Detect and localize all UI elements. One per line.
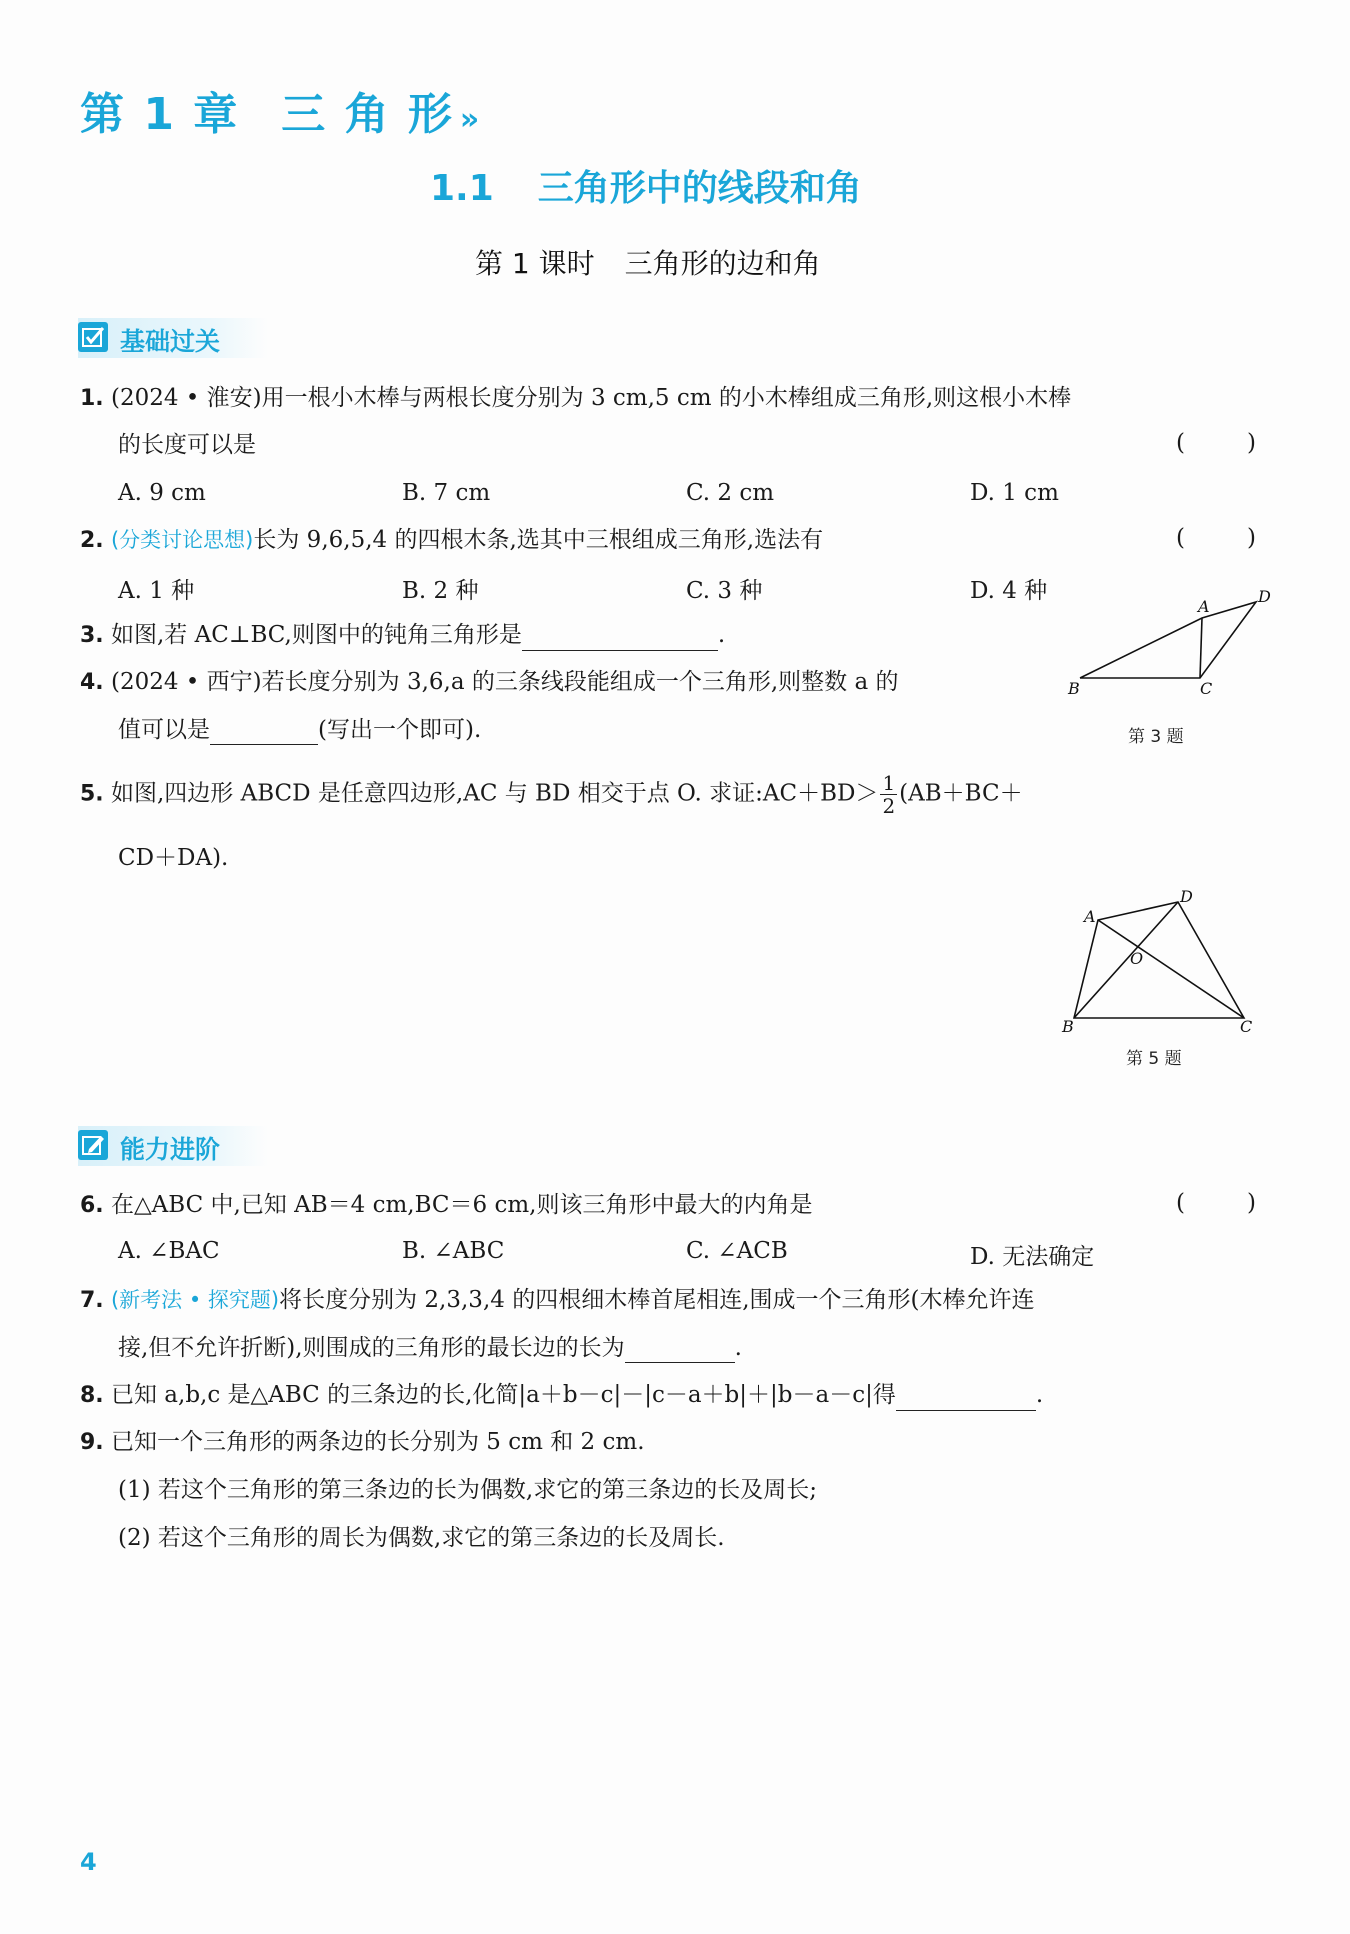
question-8: 8. 已知 a,b,c 是△ABC 的三条边的长,化简|a＋b－c|－|c－a＋b|＋|b－a－c|得 . [80, 1380, 1043, 1411]
question-1 [80, 383, 1071, 414]
answer-blank-q4[interactable] [210, 722, 318, 745]
question-7-line-1: 将长度分别为 2,3,3,4 的四根细木棒首尾相连,围成一个三角形(木棒允许连 [279, 1287, 1035, 1313]
figure-5 [1050, 890, 1260, 1040]
question-number: 4. [80, 670, 104, 695]
figure-3-caption: 第 3 题 [1128, 727, 1184, 747]
section-title [430, 160, 862, 211]
chevron-right-icon: » [459, 102, 474, 137]
lesson-number: 第 1 课时 [475, 247, 595, 280]
question-6-text: 在△ABC 中,已知 AB＝4 cm,BC＝6 cm,则该三角形中最大的内角是 [110, 1192, 813, 1218]
q1-option-b: B. 7 cm [402, 480, 491, 506]
question-3: 3. 如图,若 AC⊥BC,则图中的钝角三角形是 . [80, 620, 725, 651]
answer-paren-q6: ( ) [1176, 1190, 1256, 1216]
section-number: 1.1 [430, 168, 494, 209]
check-icon [78, 322, 108, 352]
figure-5-caption: 第 5 题 [1126, 1049, 1182, 1069]
question-2-tag: (分类讨论思想) [110, 528, 254, 552]
section-name: 三角形中的线段和角 [537, 168, 862, 209]
fig5-label-d: D [1180, 890, 1193, 906]
question-1-line-1: (2024 • 淮安)用一根小木棒与两根长度分别为 3 cm,5 cm 的小木棒组成三角形,则这根小木棒 [110, 385, 1072, 411]
question-4-line-2: 值可以是 (写出一个即可). [118, 717, 482, 743]
banner-basic [78, 318, 268, 358]
question-7 [80, 1285, 1034, 1316]
question-9-text: 已知一个三角形的两条边的长分别为 5 cm 和 2 cm. [110, 1429, 645, 1455]
question-9 [80, 1427, 645, 1458]
lesson-title [475, 242, 821, 282]
answer-paren-q1: ( ) [1176, 430, 1256, 456]
question-5: 5. 如图,四边形 ABCD 是任意四边形,AC 与 BD 相交于点 O. 求证:AC＋BD＞ $\frac{1}{2}$ (AB＋BC＋ [80, 771, 1023, 818]
question-number: 5. [80, 781, 104, 807]
chapter-title [80, 78, 473, 142]
banner-basic-label: 基础过关 [120, 327, 221, 356]
question-number: 8. [80, 1383, 104, 1408]
question-5-line-2: CD＋DA). [118, 845, 229, 871]
question-4-line-1: (2024 • 西宁)若长度分别为 3,6,a 的三条线段能组成一个三角形,则整数 a 的 [110, 669, 899, 695]
answer-blank-q7[interactable] [625, 1340, 735, 1363]
banner-advanced-label: 能力进阶 [120, 1135, 221, 1164]
figure-3 [1060, 590, 1280, 700]
q6-option-a: A. ∠BAC [118, 1238, 220, 1264]
q6-option-d: D. 无法确定 [970, 1244, 1095, 1270]
lesson-name: 三角形的边和角 [624, 247, 821, 280]
q1-option-a: A. 9 cm [118, 480, 206, 506]
question-number: 9. [80, 1430, 104, 1455]
q2-option-a: A. 1 种 [118, 578, 195, 604]
fig3-label-d: D [1258, 590, 1271, 606]
question-8-text: 已知 a,b,c 是△ABC 的三条边的长,化简|a＋b－c|－|c－a＋b|＋|b－a－c|得 [110, 1382, 896, 1408]
q1-option-d: D. 1 cm [970, 480, 1059, 506]
question-number: 3. [80, 623, 104, 648]
q6-option-c: C. ∠ACB [686, 1238, 788, 1264]
q6-option-b: B. ∠ABC [402, 1238, 505, 1264]
question-number: 2. [80, 528, 104, 553]
fig5-label-b: B [1062, 1017, 1074, 1036]
question-7-line-2: 接,但不允许折断),则围成的三角形的最长边的长为 . [118, 1335, 742, 1361]
fig3-label-b: B [1068, 679, 1080, 698]
fig3-label-c: C [1200, 679, 1213, 698]
page-number: 4 [80, 1848, 97, 1876]
fraction: $\frac{1}{2}$ [882, 771, 896, 818]
fig5-label-c: C [1240, 1017, 1253, 1036]
question-6 [80, 1190, 812, 1221]
q1-option-c: C. 2 cm [686, 480, 775, 506]
question-2 [80, 525, 823, 556]
chapter-name: 三 角 形 [281, 89, 454, 140]
fig3-label-a: A [1198, 597, 1210, 616]
question-5-text: 如图,四边形 ABCD 是任意四边形,AC 与 BD 相交于点 O. 求证:AC＋BD＞ [110, 780, 879, 807]
question-number: 7. [80, 1288, 104, 1313]
question-2-text: 长为 9,6,5,4 的四根木条,选其中三根组成三角形,选法有 [253, 527, 824, 553]
question-number: 1. [80, 386, 104, 411]
answer-blank-q3[interactable] [522, 628, 718, 651]
q2-option-c: C. 3 种 [686, 578, 763, 604]
question-3-text: 如图,若 AC⊥BC,则图中的钝角三角形是 [110, 622, 522, 648]
fig5-label-a: A [1084, 907, 1096, 926]
question-9-sub-1: (1) 若这个三角形的第三条边的长为偶数,求它的第三条边的长及周长; [118, 1477, 817, 1503]
question-number: 6. [80, 1193, 104, 1218]
banner-advanced [78, 1126, 268, 1166]
answer-paren-q2: ( ) [1176, 525, 1256, 551]
chapter-number: 第 1 章 [80, 89, 240, 140]
q2-option-d: D. 4 种 [970, 578, 1048, 604]
fig5-label-o: O [1130, 949, 1144, 968]
pencil-icon [78, 1130, 108, 1160]
question-7-tag: (新考法 • 探究题) [110, 1288, 280, 1312]
question-1-line-2: 的长度可以是 [118, 432, 256, 458]
question-9-sub-2: (2) 若这个三角形的周长为偶数,求它的第三条边的长及周长. [118, 1525, 725, 1551]
question-4 [80, 667, 899, 698]
answer-blank-q8[interactable] [896, 1388, 1036, 1411]
q2-option-b: B. 2 种 [402, 578, 479, 604]
